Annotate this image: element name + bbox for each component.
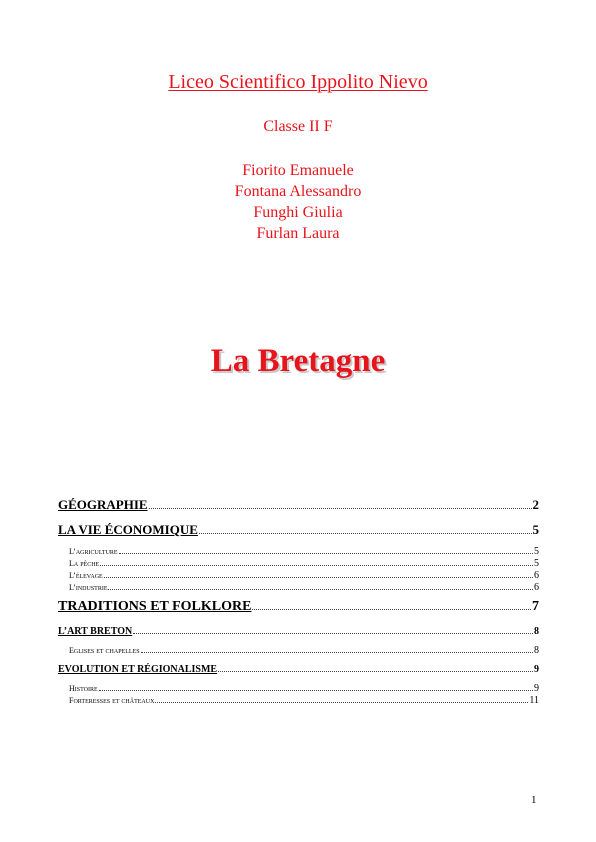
toc-entry-geographie[interactable] <box>58 494 539 519</box>
toc-leader <box>100 565 533 566</box>
author-list <box>0 160 596 244</box>
toc-leader <box>108 589 533 590</box>
toc-entry-page: 5 <box>532 522 539 537</box>
toc-entry-page: 9 <box>534 683 539 694</box>
toc-entry-evolution[interactable] <box>58 659 539 681</box>
author-name: Fontana Alessandro <box>234 183 362 200</box>
toc-leader <box>155 702 528 703</box>
toc-leader <box>199 533 532 534</box>
school-name: Liceo Scientifico Ippolito Nievo <box>168 71 428 93</box>
toc-leader <box>149 508 532 509</box>
toc-leader <box>104 577 533 578</box>
toc-entry-agriculture[interactable] <box>58 546 539 558</box>
toc-entry-histoire[interactable] <box>58 683 539 695</box>
toc-entry-page: 11 <box>529 695 539 706</box>
toc-entry-label: EVOLUTION ET RÉGIONALISME <box>58 664 218 675</box>
toc-entry-page: 6 <box>534 570 539 581</box>
toc-entry-page: 9 <box>534 664 539 675</box>
class-name: Classe II F <box>263 118 333 135</box>
document-title: La Bretagne <box>210 343 386 379</box>
toc-leader <box>218 671 533 672</box>
toc-entry-label: L’industrie <box>69 583 108 592</box>
toc-entry-page: 5 <box>534 558 539 569</box>
toc-entry-label: La pêche <box>69 559 100 568</box>
table-of-contents <box>58 494 539 707</box>
toc-leader <box>141 652 533 653</box>
toc-entry-label: L’ART BRETON <box>58 626 133 637</box>
toc-entry-label: TRADITIONS ET FOLKLORE <box>58 599 252 614</box>
toc-entry-art-breton[interactable] <box>58 621 539 643</box>
toc-leader <box>99 690 533 691</box>
toc-entry-page: 6 <box>534 582 539 593</box>
toc-entry-peche[interactable] <box>58 558 539 570</box>
author-name: Furlan Laura <box>256 225 340 242</box>
toc-entry-label: L’agriculture <box>69 547 118 556</box>
toc-entry-page: 8 <box>534 645 539 656</box>
toc-entry-page: 8 <box>534 626 539 637</box>
toc-entry-traditions[interactable] <box>58 596 539 621</box>
toc-entry-vie-economique[interactable] <box>58 519 539 544</box>
toc-entry-page: 5 <box>534 546 539 557</box>
toc-entry-label: Forteresses et châteaux <box>69 696 155 705</box>
page-number: 1 <box>531 794 537 806</box>
toc-entry-label: LA VIE ÉCONOMIQUE <box>58 522 198 537</box>
toc-entry-page: 2 <box>532 497 539 512</box>
toc-entry-eglises[interactable] <box>58 645 539 657</box>
toc-entry-page: 7 <box>532 599 539 614</box>
author-name: Funghi Giulia <box>253 204 343 221</box>
toc-leader <box>252 609 531 610</box>
author-name: Fiorito Emanuele <box>242 162 354 179</box>
toc-leader <box>119 553 533 554</box>
toc-entry-industrie[interactable] <box>58 582 539 594</box>
toc-entry-label: GÉOGRAPHIE <box>58 497 148 512</box>
toc-entry-elevage[interactable] <box>58 570 539 582</box>
toc-entry-label: Eglises et chapelles <box>69 646 140 655</box>
toc-leader <box>133 633 533 634</box>
toc-entry-label: Histoire <box>69 684 98 693</box>
toc-entry-forteresses[interactable] <box>58 695 539 707</box>
toc-entry-label: L’élevage <box>69 571 103 580</box>
